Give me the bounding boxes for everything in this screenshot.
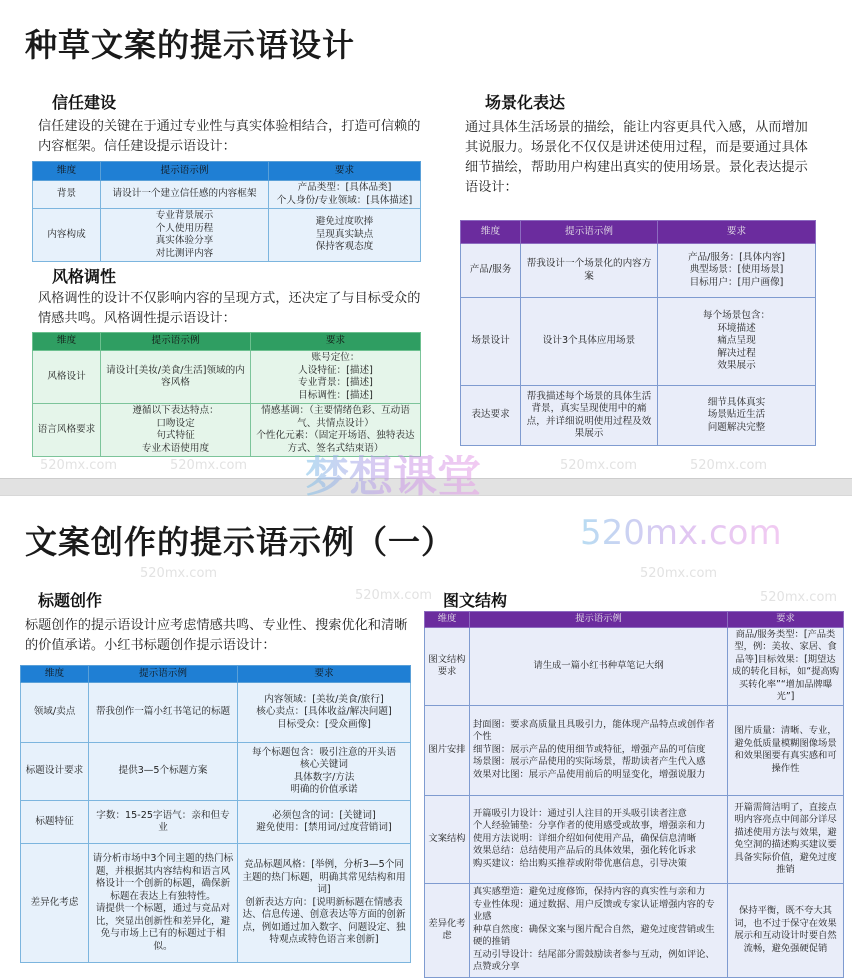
table-row <box>425 627 844 705</box>
dimension-cell: 标题特征 <box>21 801 89 844</box>
column-header: 维度 <box>461 221 521 244</box>
dimension-cell: 标题设计要求 <box>21 743 89 801</box>
dimension-cell: 背景 <box>33 181 101 209</box>
requirement-cell: 账号定位： 人设特征：[描述] 专业背景：[描述] 目标调性：[描述] <box>251 351 421 404</box>
scene-table <box>460 220 816 446</box>
slide-divider <box>0 478 852 496</box>
table-header-row <box>33 333 421 351</box>
table-row <box>461 244 816 298</box>
scene-heading: 场景化表达 <box>485 93 566 112</box>
column-header: 提示语示例 <box>101 333 251 351</box>
requirement-cell: 避免过度吹捧 呈现真实缺点 保持客观态度 <box>269 209 421 262</box>
headline-paragraph: 标题创作的提示语设计应考虑情感共鸣、专业性、搜索优化和清晰的价值承诺。小红书标题创作提示语设计： <box>25 618 408 653</box>
table-header-row <box>33 162 421 181</box>
column-header: 提示语示例 <box>470 612 728 628</box>
column-header: 要求 <box>251 333 421 351</box>
table-row <box>21 844 411 963</box>
structure-table <box>424 611 844 978</box>
table-header-row <box>461 221 816 244</box>
requirement-cell: 内容领域：[美妆/美食/旅行] 核心卖点：[具体收益/解决问题] 目标受众：[受众画像] <box>238 683 411 743</box>
prompt-example-cell: 请设计[美妆/美食/生活]领域的内容风格 <box>101 351 251 404</box>
requirement-cell: 商品/服务类型：[产品类型，例：美妆、家居、食品等]目标效果：[期望达成的转化目标，如“提高购买转化率”“增加品牌曝光”] <box>728 627 844 705</box>
column-header: 要求 <box>658 221 816 244</box>
dimension-cell: 图文结构要求 <box>425 627 470 705</box>
requirement-cell: 保持平衡，既不夸大其词，也不过于保守在效果展示和互动设计时要自然流畅，避免强硬促销 <box>728 883 844 977</box>
requirement-cell: 竞品标题风格：[举例，分析3—5个同主题的热门标题，明确其常见结构和用词] 创新表达方向：[说明新标题在情感表达、信息传递、创意表达等方面的创新点，例如通过加入数字、问题设定、独特观点或特色语言来创新] <box>238 844 411 963</box>
prompt-example-cell: 帮我设计一个场景化的内容方案 <box>521 244 658 298</box>
style-table <box>32 332 421 457</box>
requirement-cell: 情感基调：（主要情绪色彩、互动语气、共情点设计） 个性化元素：（固定开场语、独特表达方式、签名式结束语） <box>251 404 421 457</box>
prompt-example-cell: 开篇吸引力设计：通过引人注目的开头吸引读者注意 个人经验铺垫：分享作者的使用感受或故事，增强亲和力 使用方法说明：详细介绍如何使用产品，确保信息清晰 效果总结：总结使用产品后的具体效果，强化转化诉求 购买建议：给出购买推荐或附带优惠信息，引导决策 <box>470 795 728 883</box>
watermark-brand: 梦想课堂 <box>305 451 481 502</box>
prompt-example-cell: 请分析市场中3个同主题的热门标题，并根据其内容结构和语言风格设计一个创新的标题，确保新标题在表达上有独特性。 请提供一个标题，通过与竞品对比，突显出创新性和差异化，避免与市场上已有的标题过于相似。 <box>89 844 238 963</box>
dimension-cell: 表达要求 <box>461 386 521 446</box>
column-header: 提示语示例 <box>89 666 238 683</box>
watermark-site: 520mx.com <box>40 458 118 473</box>
table-row <box>425 883 844 977</box>
column-header: 提示语示例 <box>521 221 658 244</box>
trust-paragraph: 信任建设的关键在于通过专业性与真实体验相结合，打造可信赖的内容框架。信任建设提示语设计： <box>38 119 421 154</box>
table-row <box>33 351 421 404</box>
prompt-example-cell: 真实感塑造：避免过度修饰，保持内容的真实性与亲和力 专业性体现：通过数据、用户反馈或专家认证增强内容的专业感 种草自然度：确保文案与图片配合自然，避免过度营销或生硬的推销 互动引导设计：结尾部分需鼓励读者参与互动，例如评论、点赞或分享 <box>470 883 728 977</box>
watermark-site: 520mx.com <box>140 566 218 581</box>
prompt-example-cell: 提供3—5个标题方案 <box>89 743 238 801</box>
table-row <box>33 181 421 209</box>
dimension-cell: 领域/卖点 <box>21 683 89 743</box>
prompt-example-cell: 遵循以下表达特点： 口吻设定 句式特征 专业术语使用度 <box>101 404 251 457</box>
slide2-title: 文案创作的提示语示例（一） <box>25 523 455 561</box>
dimension-cell: 文案结构 <box>425 795 470 883</box>
requirement-cell: 开篇需简洁明了，直接点明内容亮点中间部分详尽描述使用方法与效果，避免空洞的描述购买建议要具备实际价值，避免过度推销 <box>728 795 844 883</box>
prompt-example-cell: 请生成一篇小红书种草笔记大纲 <box>470 627 728 705</box>
prompt-example-cell: 字数：15-25字语气：亲和但专业 <box>89 801 238 844</box>
prompt-example-cell: 封面图：要求高质量且具吸引力，能体现产品特点或创作者个性 细节图：展示产品的使用细节或特征，增强产品的可信度 场景图：展示产品使用的实际场景，帮助读者产生代入感 效果对比图：展示产品使用前后的明显变化，增强说服力 <box>470 705 728 795</box>
prompt-example-cell: 帮我创作一篇小红书笔记的标题 <box>89 683 238 743</box>
style-heading: 风格调性 <box>52 267 117 286</box>
column-header: 要求 <box>238 666 411 683</box>
table-row <box>461 386 816 446</box>
scene-paragraph: 通过具体生活场景的描绘，能让内容更具代入感，从而增加其说服力。场景化不仅仅是讲述使用过程，而是要通过具体细节描绘，帮助用户构建出真实的使用场景。景化表达提示语设计： <box>465 120 808 195</box>
column-header: 维度 <box>33 162 101 181</box>
requirement-cell: 产品/服务：[具体内容] 典型场景：[使用场景] 目标用户：[用户画像] <box>658 244 816 298</box>
column-header: 维度 <box>21 666 89 683</box>
requirement-cell: 必须包含的词：[关键词] 避免使用：[禁用词/过度营销词] <box>238 801 411 844</box>
table-header-row <box>21 666 411 683</box>
table-row <box>21 801 411 844</box>
column-header: 维度 <box>33 333 101 351</box>
table-row <box>425 705 844 795</box>
column-header: 要求 <box>269 162 421 181</box>
prompt-example-cell: 帮我描述每个场景的具体生活背景，真实呈现使用中的痛点，并详细说明使用过程及效果展示 <box>521 386 658 446</box>
watermark-site: 520mx.com <box>355 588 433 603</box>
table-row <box>425 795 844 883</box>
prompt-example-cell: 专业背景展示 个人使用历程 真实体验分享 对比测评内容 <box>101 209 269 262</box>
table-row <box>21 743 411 801</box>
watermark-site-large: 520mx.com <box>580 513 782 553</box>
trust-table <box>32 161 421 262</box>
requirement-cell: 细节具体真实 场景贴近生活 问题解决完整 <box>658 386 816 446</box>
dimension-cell: 差异化考虑 <box>21 844 89 963</box>
prompt-example-cell: 请设计一个建立信任感的内容框架 <box>101 181 269 209</box>
slide1-title: 种草文案的提示语设计 <box>25 26 356 64</box>
table-header-row <box>425 612 844 628</box>
table-row <box>21 683 411 743</box>
dimension-cell: 差异化考虑 <box>425 883 470 977</box>
style-paragraph: 风格调性的设计不仅影响内容的呈现方式，还决定了与目标受众的情感共鸣。风格调性提示语设计： <box>38 291 421 326</box>
table-row <box>33 404 421 457</box>
headline-table <box>20 665 411 963</box>
requirement-cell: 产品类型：[具体品类] 个人身份/专业领域：[具体描述] <box>269 181 421 209</box>
structure-heading: 图文结构 <box>443 591 508 610</box>
table-row <box>461 298 816 386</box>
dimension-cell: 场景设计 <box>461 298 521 386</box>
requirement-cell: 每个场景包含： 环境描述 痛点呈现 解决过程 效果展示 <box>658 298 816 386</box>
dimension-cell: 风格设计 <box>33 351 101 404</box>
watermark-site: 520mx.com <box>560 458 638 473</box>
watermark-site: 520mx.com <box>170 458 248 473</box>
requirement-cell: 每个标题包含：吸引注意的开头语 核心关键词 具体数字/方法 明确的价值承诺 <box>238 743 411 801</box>
requirement-cell: 图片质量：清晰、专业，避免低质量模糊图像场景和效果图要有真实感和可操作性 <box>728 705 844 795</box>
dimension-cell: 图片安排 <box>425 705 470 795</box>
dimension-cell: 语言风格要求 <box>33 404 101 457</box>
dimension-cell: 产品/服务 <box>461 244 521 298</box>
trust-heading: 信任建设 <box>52 93 117 112</box>
watermark-site: 520mx.com <box>760 590 838 605</box>
table-row <box>33 209 421 262</box>
column-header: 维度 <box>425 612 470 628</box>
watermark-site: 520mx.com <box>690 458 768 473</box>
dimension-cell: 内容构成 <box>33 209 101 262</box>
watermark-site: 520mx.com <box>640 566 718 581</box>
prompt-example-cell: 设计3个具体应用场景 <box>521 298 658 386</box>
headline-heading: 标题创作 <box>38 591 103 610</box>
column-header: 要求 <box>728 612 844 628</box>
column-header: 提示语示例 <box>101 162 269 181</box>
